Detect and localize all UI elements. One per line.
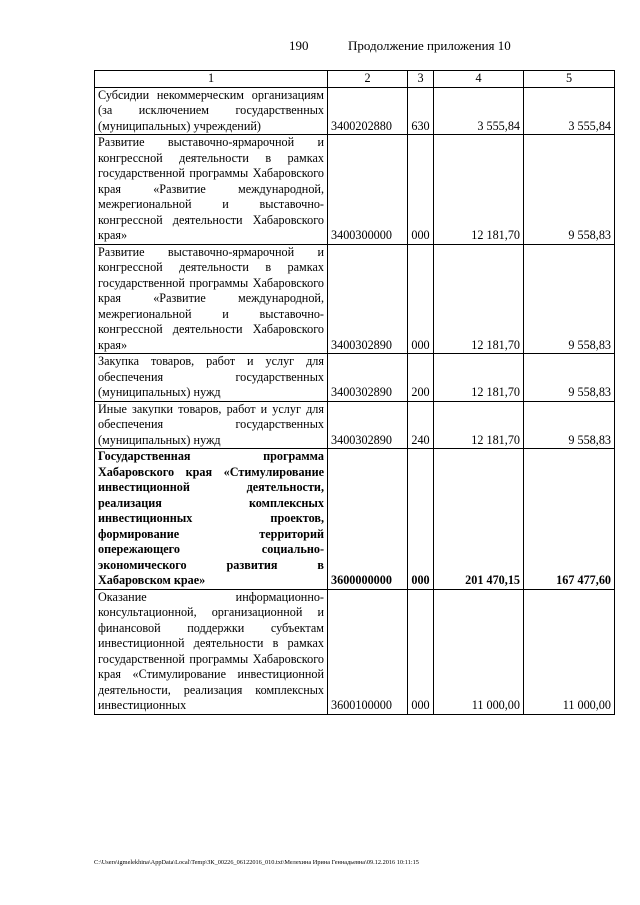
row-value-1: 12 181,70 [434,401,524,449]
row-value-2: 11 000,00 [524,589,615,714]
column-header: 4 [434,71,524,88]
row-code: 3400302890 [328,244,408,354]
table-row [95,449,615,590]
table-row [95,244,615,354]
row-code: 3400202880 [328,87,408,135]
row-value-2: 9 558,83 [524,244,615,354]
row-code: 3600100000 [328,589,408,714]
row-name: Развитие выставочно-ярмарочной и конгрессной деятельности в рамках государственной программы Хабаровского края «Развитие международной, межрегиональной и выставочно-конгрессной деятельности Хабаровского края» [95,135,328,245]
table-row [95,401,615,449]
row-value-2: 9 558,83 [524,401,615,449]
row-value-1: 3 555,84 [434,87,524,135]
row-value-1: 11 000,00 [434,589,524,714]
row-type: 630 [408,87,434,135]
row-value-2: 9 558,83 [524,354,615,402]
row-value-1: 201 470,15 [434,449,524,590]
row-name: Государственная программа Хабаровского края «Стимулирование инвестиционной деятельности, реализация комплексных инвестиционных проектов, формирование территорий опережающего социально-экономического развития в Хабаровском крае» [95,449,328,590]
row-name: Развитие выставочно-ярмарочной и конгрессной деятельности в рамках государственной программы Хабаровского края «Развитие международной, межрегиональной и выставочно-конгрессной деятельности Хабаровского края» [95,244,328,354]
row-name: Закупка товаров, работ и услуг для обеспечения государственных (муниципальных) нужд [95,354,328,402]
row-value-2: 167 477,60 [524,449,615,590]
page-title: Продолжение приложения 10 [348,38,511,53]
file-path-footer: C:\Users\igmelekhina\AppData\Local\Temp\ЗК_00226_06122016_010.txt\Мелехина Ирина Геннадьевна\09.12.2016 10:11:15 [94,859,419,866]
budget-table [94,70,615,715]
table-row [95,87,615,135]
row-code: 3400300000 [328,135,408,245]
row-value-1: 12 181,70 [434,244,524,354]
row-value-1: 12 181,70 [434,135,524,245]
table-header-row [95,71,615,88]
row-name: Субсидии некоммерческим организациям (за исключением государственных (муниципальных) учреждений) [95,87,328,135]
row-type: 000 [408,135,434,245]
page-number: 190 [289,38,309,53]
row-code: 3400302890 [328,354,408,402]
row-type: 240 [408,401,434,449]
row-value-1: 12 181,70 [434,354,524,402]
row-type: 000 [408,244,434,354]
column-header: 3 [408,71,434,88]
row-type: 000 [408,589,434,714]
column-header: 2 [328,71,408,88]
row-name: Оказание информационно-консультационной, организационной и финансовой поддержки субъектам инвестиционной деятельности в рамках государственной программы Хабаровского края «Стимулирование инвестиционной деятельности, реализация комплексных инвестиционных [95,589,328,714]
row-name: Иные закупки товаров, работ и услуг для обеспечения государственных (муниципальных) нужд [95,401,328,449]
row-value-2: 3 555,84 [524,87,615,135]
table-row [95,589,615,714]
row-type: 000 [408,449,434,590]
row-type: 200 [408,354,434,402]
row-code: 3400302890 [328,401,408,449]
table-row [95,135,615,245]
row-value-2: 9 558,83 [524,135,615,245]
table-row [95,354,615,402]
column-header: 1 [95,71,328,88]
row-code: 3600000000 [328,449,408,590]
column-header: 5 [524,71,615,88]
